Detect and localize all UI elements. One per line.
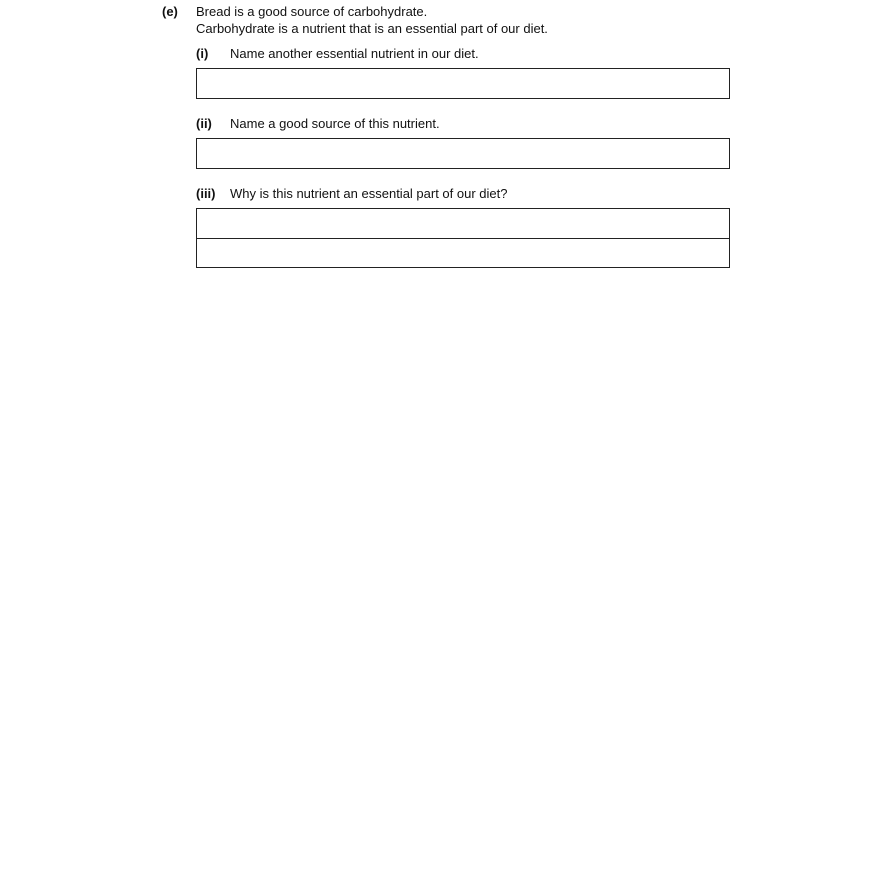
answer-box-i[interactable] xyxy=(196,68,730,99)
part-i-text: Name another essential nutrient in our diet. xyxy=(230,46,479,61)
part-iii-text: Why is this nutrient an essential part of our diet? xyxy=(230,186,508,201)
answer-box-iii[interactable] xyxy=(196,208,730,268)
question-intro-line-2: Carbohydrate is a nutrient that is an essential part of our diet. xyxy=(196,21,548,36)
answer-line[interactable] xyxy=(197,69,729,98)
part-i-label: (i) xyxy=(196,46,209,61)
part-ii-label: (ii) xyxy=(196,116,212,131)
part-ii-text: Name a good source of this nutrient. xyxy=(230,116,440,131)
answer-line[interactable] xyxy=(197,209,729,238)
part-iii-label: (iii) xyxy=(196,186,216,201)
answer-line[interactable] xyxy=(197,139,729,168)
answer-line[interactable] xyxy=(197,238,729,267)
question-label: (e) xyxy=(162,4,178,19)
question-intro-line-1: Bread is a good source of carbohydrate. xyxy=(196,4,428,19)
answer-box-ii[interactable] xyxy=(196,138,730,169)
